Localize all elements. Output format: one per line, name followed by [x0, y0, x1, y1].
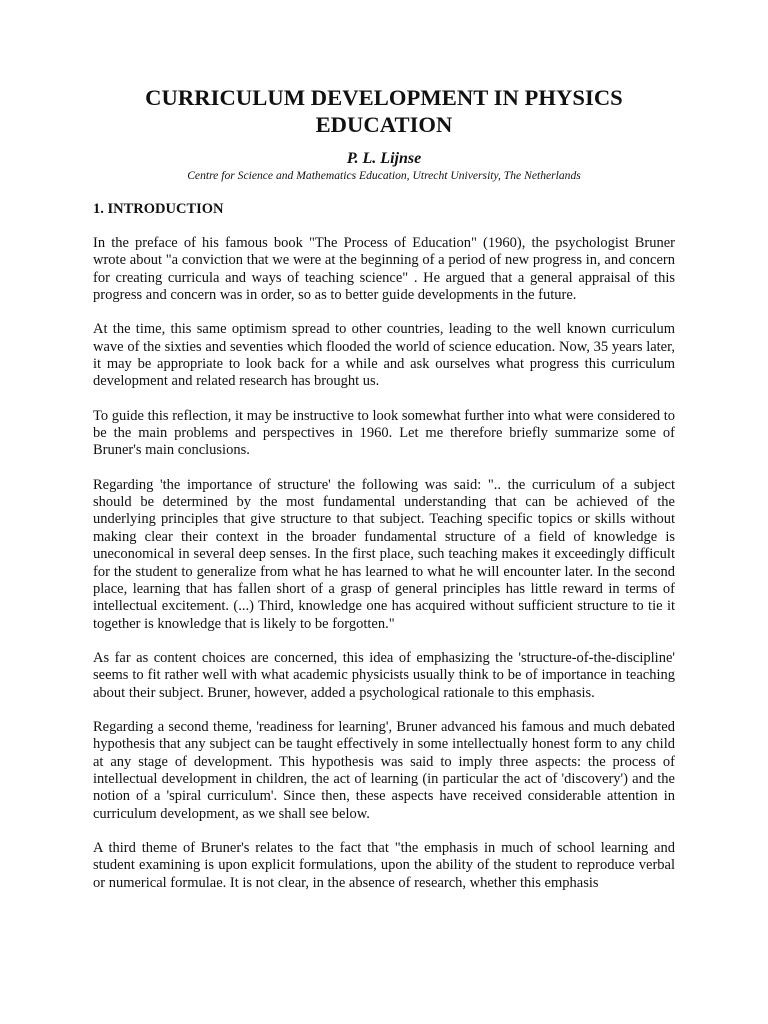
- paragraph-3: To guide this reflection, it may be instructive to look somewhat further into what were considered to be the main problems and perspectives in 1960. Let me therefore briefly summarize some of Bruner's main conclusions.: [93, 407, 675, 459]
- document-page: [93, 84, 675, 892]
- section-heading-introduction: 1. INTRODUCTION: [93, 201, 224, 217]
- author-affiliation: Centre for Science and Mathematics Education, Utrecht University, The Netherlands: [187, 169, 581, 182]
- paragraph-6: Regarding a second theme, 'readiness for learning', Bruner advanced his famous and much debated hypothesis that any subject can be taught effectively in some intellectually honest form to any child at any stage of development. This hypothesis was said to imply three aspects: the process of intellectual development in children, the act of learning (in particular the act of 'discovery') and the notion of a 'spiral curriculum'. Since then, these aspects have received considerable attention in curriculum development, as we shall see below.: [93, 718, 675, 822]
- document-title: CURRICULUM DEVELOPMENT IN PHYSICS EDUCATION: [145, 85, 623, 137]
- paragraph-4: Regarding 'the importance of structure' the following was said: ".. the curriculum of a subject should be determined by the most fundamental understanding that can be achieved of the underlying principles that give structure to that subject. Teaching specific topics or skills without making clear their context in the broader fundamental structure of a field of knowledge is uneconomical in several deep senses. In the first place, such teaching makes it exceedingly difficult for the student to generalize from what he has learned to what he will encounter later. In the second place, learning that has fallen short of a grasp of general principles has little reward in terms of intellectual excitement. (...) Third, knowledge one has acquired without sufficient structure to tie it together is knowledge that is likely to be forgotten.": [93, 476, 675, 632]
- author-name: P. L. Lijnse: [346, 150, 422, 167]
- paragraph-7: A third theme of Bruner's relates to the fact that "the emphasis in much of school learning and student examining is upon explicit formulations, upon the ability of the student to reproduce verbal or numerical formulae. It is not clear, in the absence of research, whether this emphasis: [93, 839, 675, 891]
- paragraph-5: As far as content choices are concerned, this idea of emphasizing the 'structure-of-the-discipline' seems to fit rather well with what academic physicists usually think to be of importance in teaching about their subject. Bruner, however, added a psychological rationale to this emphasis.: [93, 649, 675, 701]
- paragraph-2: At the time, this same optimism spread to other countries, leading to the well known curriculum wave of the sixties and seventies which flooded the world of science education. Now, 35 years later, it may be appropriate to look back for a while and ask ourselves what progress this curriculum development and related research has brought us.: [93, 321, 675, 390]
- paragraph-1: In the preface of his famous book "The Process of Education" (1960), the psychologist Bruner wrote about "a conviction that we were at the beginning of a period of new progress in, and concern for creating curricula and ways of teaching science" . He argued that a general appraisal of this progress and concern was in order, so as to better guide developments in the future.: [93, 235, 675, 304]
